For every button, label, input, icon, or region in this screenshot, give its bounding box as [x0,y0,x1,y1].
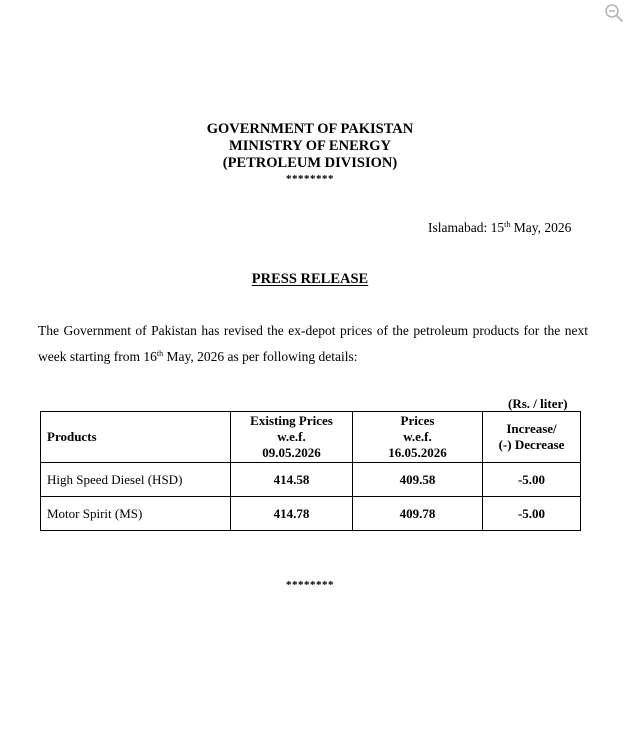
unit-label: (Rs. / liter) [508,396,568,411]
header-existing: Existing Prices w.e.f. 09.05.2026 [231,412,353,463]
press-release-title: PRESS RELEASE [251,271,369,287]
dateline: Islamabad: 15th May, 2026 [428,220,572,235]
product-name: High Speed Diesel (HSD) [41,463,231,497]
price-change: -5.00 [483,497,581,531]
header-change: Increase/ (-) Decrease [483,412,581,463]
existing-price: 414.78 [231,497,353,531]
govt-heading: GOVERNMENT OF PAKISTAN [206,121,414,137]
table-row [41,463,581,497]
new-price: 409.58 [353,463,483,497]
header-new: Prices w.e.f. 16.05.2026 [353,412,483,463]
zoom-out-icon[interactable] [604,3,624,23]
product-name: Motor Spirit (MS) [41,497,231,531]
table-row [41,497,581,531]
price-table [40,411,581,531]
division-heading: (PETROLEUM DIVISION) [222,155,398,171]
header-separator: ******** [286,173,334,185]
table-header-row [41,412,581,463]
existing-price: 414.58 [231,463,353,497]
ministry-heading: MINISTRY OF ENERGY [229,138,391,154]
body-paragraph: The Government of Pakistan has revised the ex-depot prices of the petroleum products for the next week starting from 16th May, 2026 as per following details: [38,323,588,364]
header-products: Products [41,412,231,463]
footer-separator: ******** [286,579,334,591]
price-change: -5.00 [483,463,581,497]
new-price: 409.78 [353,497,483,531]
